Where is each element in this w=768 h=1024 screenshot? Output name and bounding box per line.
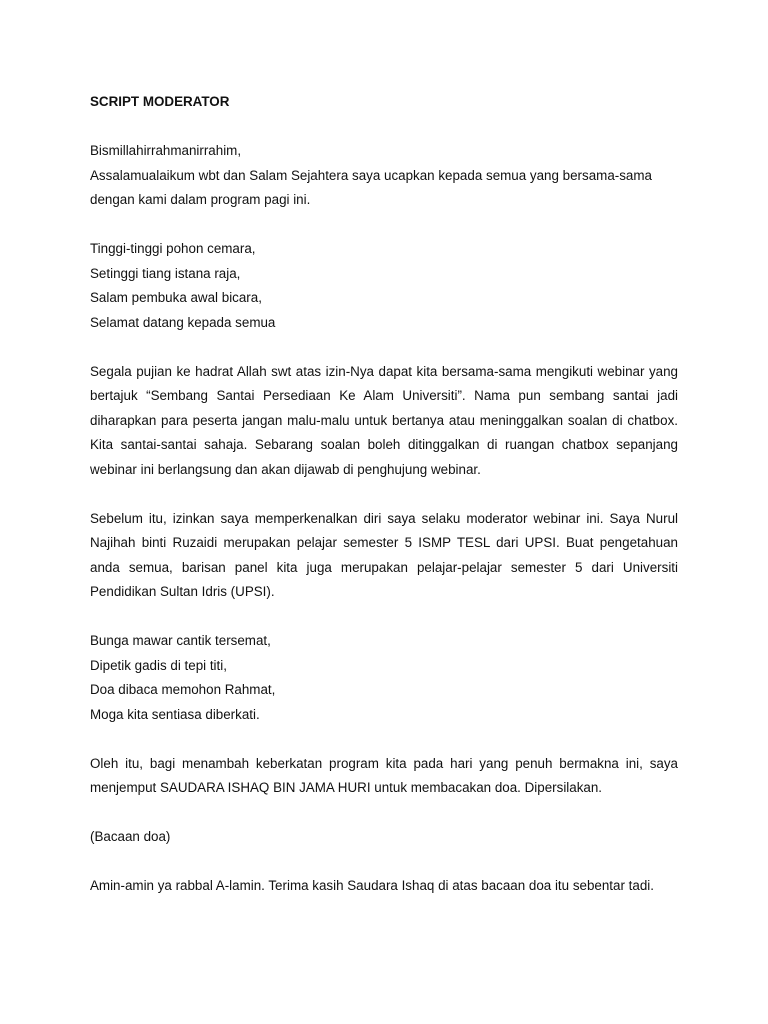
pantun-1-line: Setinggi tiang istana raja, [90, 265, 241, 281]
greeting-line-1: Bismillahirrahmanirrahim, [90, 143, 242, 158]
closing-paragraph: Amin-amin ya rabbal A-lamin. Terima kasih Saudara Ishaq di atas bacaan doa itu sebentar tadi. [90, 878, 654, 893]
pantun-2-line: Moga kita sentiasa diberkati. [90, 706, 260, 722]
doa-invite-paragraph: Oleh itu, bagi menambah keberkatan program kita pada hari yang penuh bermakna ini, saya menjemput SAUDARA ISHAQ BIN JAMA HURI untuk membacakan doa. Dipersilakan. [90, 755, 678, 795]
intro-paragraph: Segala pujian ke hadrat Allah swt atas izin-Nya dapat kita bersama-sama mengikuti webinar yang bertajuk “Sembang Santai Persediaan Ke Alam Universiti”. Nama pun sembang santai jadi diharapkan para peserta jangan malu-malu untuk bertanya atau meninggalkan soalan di chatbox. Kita santai-santai sahaja. Sebarang soalan boleh ditinggalkan di ruangan chatbox sepanjang webinar ini berlangsung dan akan dijawab di penghujung webinar. [90, 363, 678, 477]
pantun-2-line: Dipetik gadis di tepi titi, [90, 657, 227, 673]
pantun-2 [90, 629, 678, 727]
bacaan-doa-note: (Bacaan doa) [90, 829, 171, 844]
pantun-1-line: Selamat datang kepada semua [90, 314, 276, 330]
pantun-1-line: Salam pembuka awal bicara, [90, 290, 262, 305]
document-page [90, 90, 678, 923]
moderator-paragraph: Sebelum itu, izinkan saya memperkenalkan diri saya selaku moderator webinar ini. Saya Nurul Najihah binti Ruzaidi merupakan pelajar semester 5 ISMP TESL dari UPSI. Buat pengetahuan anda semua, barisan panel kita juga merupakan pelajar-pelajar semester 5 dari Universiti Pendidikan Sultan Idris (UPSI). [90, 510, 678, 599]
pantun-2-line: Doa dibaca memohon Rahmat, [90, 682, 276, 697]
pantun-1 [90, 237, 678, 335]
document-title: SCRIPT MODERATOR [90, 94, 230, 109]
pantun-2-line: Bunga mawar cantik tersemat, [90, 633, 271, 648]
greeting-paragraph [90, 139, 678, 213]
pantun-1-line: Tinggi-tinggi pohon cemara, [90, 241, 256, 256]
greeting-line-2: Assalamualaikum wbt dan Salam Sejahtera saya ucapkan kepada semua yang bersama-sama dengan kami dalam program pagi ini. [90, 167, 652, 207]
